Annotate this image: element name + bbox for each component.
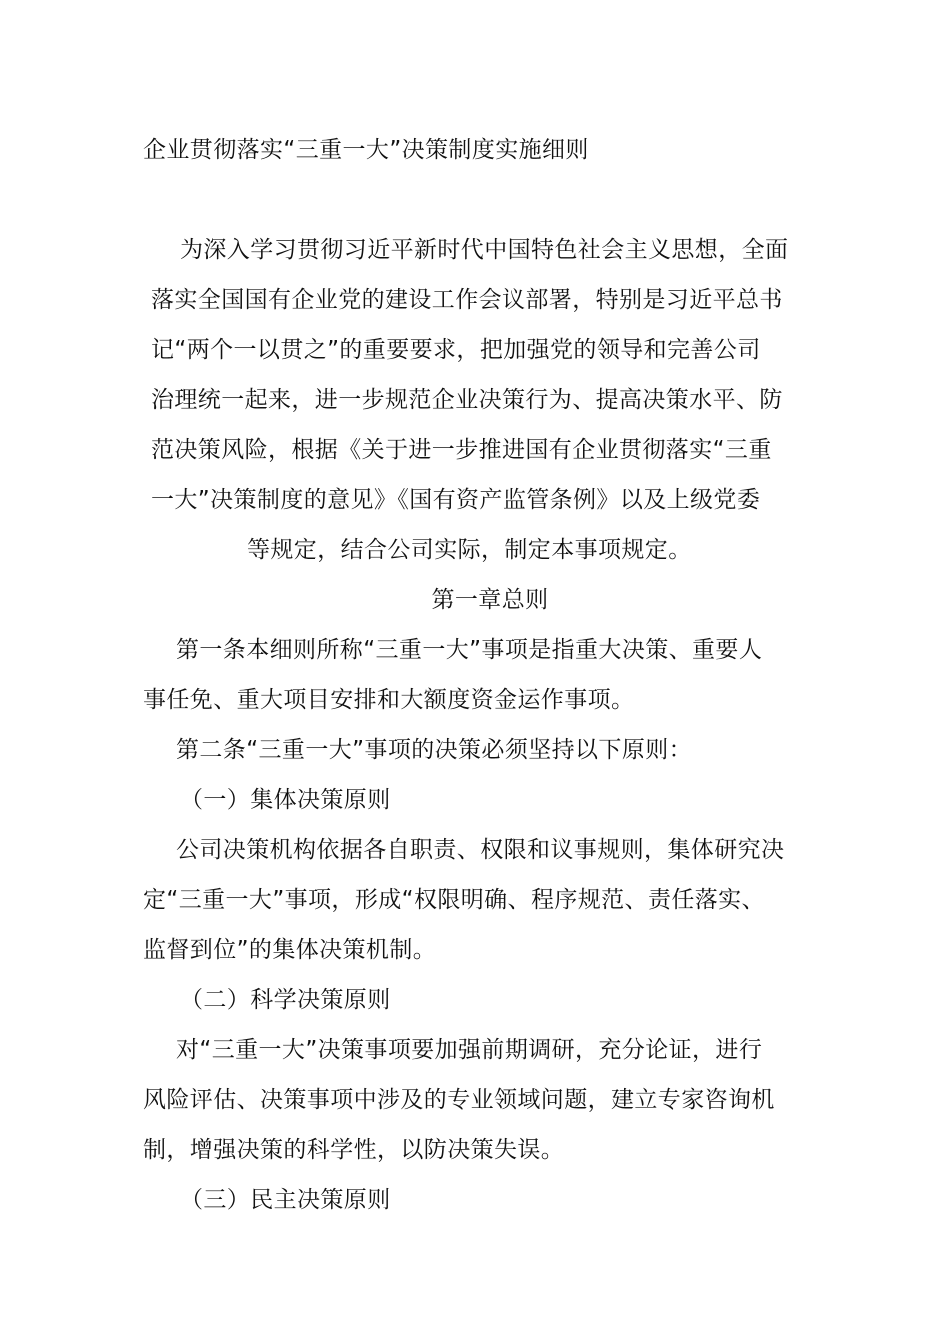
intro-line-7: 等规定，结合公司实际，制定本事项规定。 xyxy=(247,537,692,563)
intro-line-3: 记“两个一以贯之”的重要要求，把加强党的领导和完善公司 xyxy=(151,337,761,363)
intro-line-4: 治理统一起来，进一步规范企业决策行为、提高决策水平、防 xyxy=(151,387,783,413)
article2-line: 第二条“三重一大”事项的决策必须坚持以下原则： xyxy=(176,737,693,763)
intro-line-1: 为深入学习贯彻习近平新时代中国特色社会主义思想，全面 xyxy=(180,237,789,263)
principle1-line-3: 监督到位”的集体决策机制。 xyxy=(143,937,437,963)
intro-line-2: 落实全国国有企业党的建设工作会议部署，特别是习近平总书 xyxy=(151,287,783,313)
principle1-heading: （一）集体决策原则 xyxy=(180,787,391,813)
principle2-line-2: 风险评估、决策事项中涉及的专业领域问题，建立专家咨询机 xyxy=(143,1087,775,1113)
principle1-line-1: 公司决策机构依据各自职责、权限和议事规则，集体研究决 xyxy=(176,837,785,863)
principle3-heading: （三）民主决策原则 xyxy=(180,1187,391,1213)
intro-line-5: 范决策风险，根据《关于进一步推进国有企业贯彻落实“三重 xyxy=(151,437,772,463)
intro-line-6: 一大”决策制度的意见》《国有资产监管条例》以及上级党委 xyxy=(151,487,761,513)
article1-line-1: 第一条本细则所称“三重一大”事项是指重大决策、重要人 xyxy=(176,637,763,663)
document-title: 企业贯彻落实“三重一大”决策制度实施细则 xyxy=(143,137,589,163)
chapter-heading: 第一章总则 xyxy=(431,587,549,613)
principle1-line-2: 定“三重一大”事项，形成“权限明确、程序规范、责任落实、 xyxy=(143,887,765,913)
article1-line-2: 事任免、重大项目安排和大额度资金运作事项。 xyxy=(143,687,635,713)
principle2-heading: （二）科学决策原则 xyxy=(180,987,391,1013)
principle2-line-1: 对“三重一大”决策事项要加强前期调研，充分论证，进行 xyxy=(176,1037,763,1063)
principle2-line-3: 制，增强决策的科学性，以防决策失误。 xyxy=(143,1137,565,1163)
